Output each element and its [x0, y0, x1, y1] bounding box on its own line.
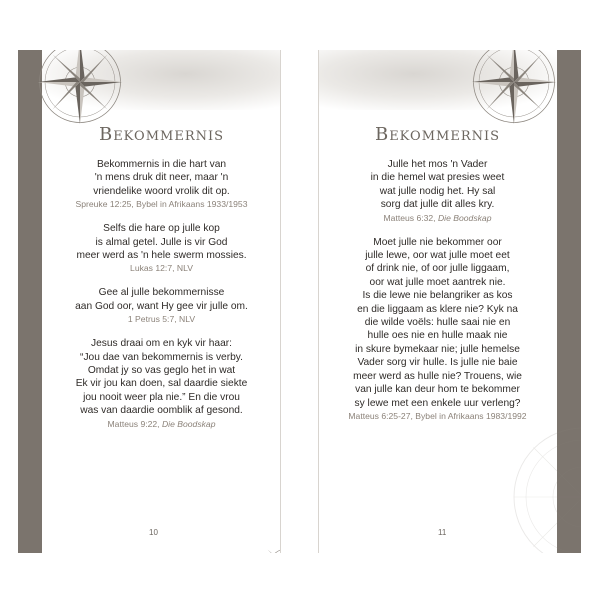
passage-line: Gee al julle bekommernisse [98, 287, 225, 299]
passage-line: “Jou dae van bekommernis is verby. [80, 351, 243, 363]
passage-line: julle lewe, oor wat julle moet eet [365, 250, 510, 262]
page-title: Bekommernis [374, 124, 501, 145]
passage-line: jou nooit weer pla nie.” En die vrou [83, 391, 240, 403]
passage-line: van julle kan deur hom te bekommer [355, 384, 520, 396]
compass-rose-icon [250, 532, 281, 553]
left-page [18, 50, 281, 553]
passage-line: meer werd as hulle nie? Trouens, wie [353, 370, 522, 382]
passage-line: oor wat julle moet aantrek nie. [369, 276, 506, 288]
passage-line: Bekommernis in die hart van [96, 159, 227, 170]
page-title: Bekommernis [98, 124, 225, 145]
scripture-reference: 1 Petrus 5:7, NLV [127, 314, 196, 325]
passage-line: Moet julle nie bekommer oor [373, 236, 502, 248]
reference-text: Matteus 6:32, [383, 212, 438, 223]
passage-line: in skure bymekaar nie; julle hemelse [355, 343, 520, 355]
passage [48, 286, 275, 325]
scripture-text [324, 158, 551, 434]
passage [48, 222, 275, 274]
passage [324, 158, 551, 224]
scripture-reference: Matteus 6:25-27, Bybel in Afrikaans 1983/1992 [348, 410, 527, 421]
passage-line: Vader sorg vir hulle. Is julle nie baie [357, 357, 518, 369]
passage [324, 236, 551, 422]
passage-line: sy lewe met een enkele uur verleng? [354, 397, 521, 409]
page-number: 11 [438, 528, 447, 537]
passage-line: Selfs die hare op julle kop [103, 223, 220, 235]
passage-line: wat julle nodig het. Hy sal [379, 185, 496, 197]
passage-line: Omdat jy so vas geglo het in wat [87, 365, 236, 377]
passage-line: Is die lewe nie belangriker as kos [362, 290, 513, 302]
passage-line: vriendelike woord vrolik dit op. [93, 185, 230, 197]
scripture-reference [48, 418, 275, 430]
passage-line: was van daardie oomblik af gesond. [80, 405, 243, 417]
passage-line: of drink nie, of oor julle liggaam, [365, 263, 510, 275]
passage-line: Jesus draai om en kyk vir haar: [91, 338, 232, 350]
scripture-reference: Spreuke 12:25, Bybel in Afrikaans 1933/1953 [75, 199, 248, 210]
compass-rose-icon [34, 50, 126, 128]
passage [48, 158, 275, 210]
passage-line: hulle oes nie en hulle maak nie [367, 330, 508, 342]
passage-line: sorg dat julle dit alles kry. [380, 199, 495, 211]
passage-line: aan God oor, want Hy gee vir julle om. [75, 300, 248, 312]
passage [48, 337, 275, 429]
scripture-reference: Lukas 12:7, NLV [130, 263, 193, 274]
reference-text: Matteus 9:22, [107, 418, 162, 429]
page-number: 10 [149, 528, 158, 537]
passage-line: en die liggaam as klere nie? Kyk na [357, 303, 518, 315]
passage-line: is almal getel. Julle is vir God [95, 236, 228, 248]
passage-line: die wilde voëls: hulle saai nie en [364, 317, 511, 329]
passage-line: meer werd as 'n hele swerm mossies. [76, 250, 247, 262]
passage-line: 'n mens druk dit neer, maar 'n [94, 172, 229, 184]
compass-rose-icon [468, 50, 560, 128]
compass-rose-icon [508, 422, 581, 553]
passage-line: Julle het mos 'n Vader [387, 159, 488, 170]
scripture-text [48, 158, 275, 442]
right-page [318, 50, 581, 553]
passage-line: in die hemel wat presies weet [370, 172, 505, 184]
reference-translation: Die Boodskap [437, 212, 492, 223]
reference-translation: Die Boodskap [161, 418, 216, 429]
scripture-reference [324, 212, 551, 224]
passage-line: Ek vir jou kan doen, sal daardie siekte [75, 378, 248, 390]
